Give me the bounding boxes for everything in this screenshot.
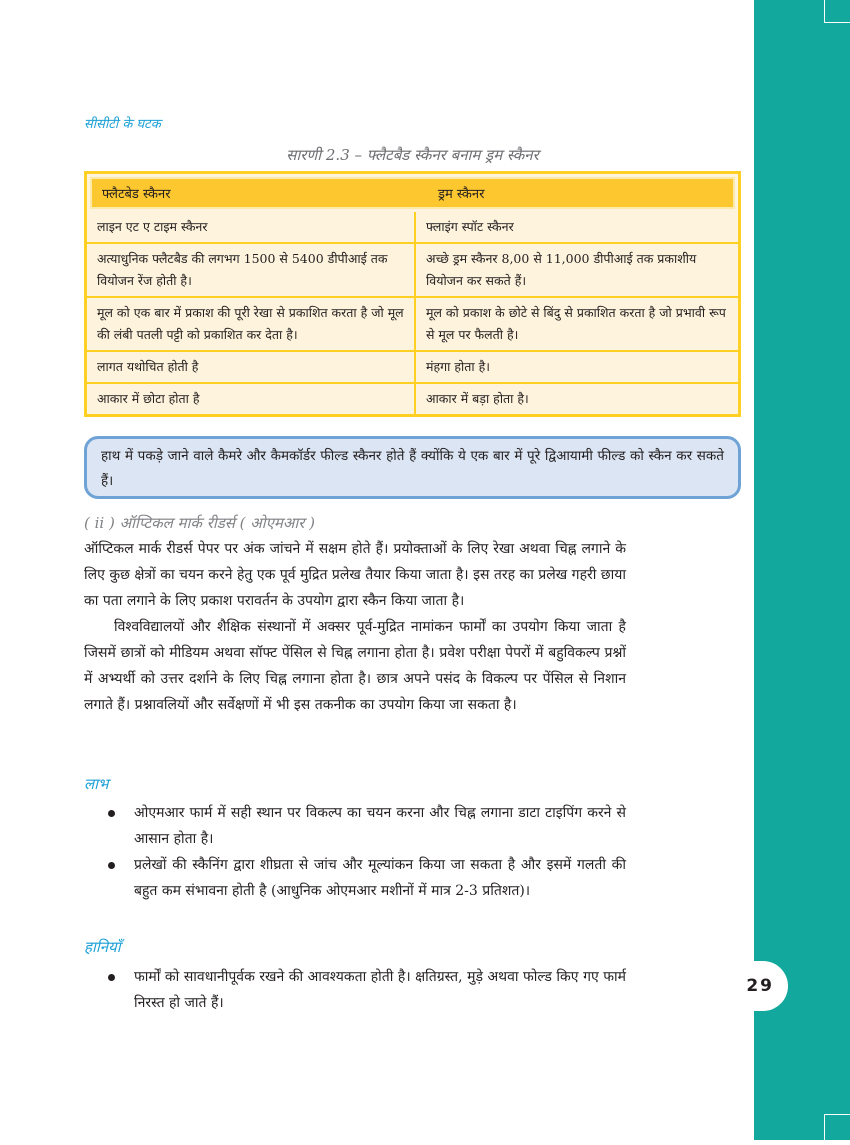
table-cell: अच्छे ड्रम स्कैनर 8,00 से 11,000 डीपीआई तक प्रकाशीय वियोजन कर सकते हैं। [426, 251, 697, 288]
running-head: सीसीटी के घटक [84, 117, 161, 132]
list-item-text: प्रलेखों की स्कैनिंग द्वारा शीघ्रता से जांच और मूल्यांकन किया जा सकता है और इसमें गलती की बहुत कम संभावना होती है (आधुनिक ओएमआर मशीनों में मात्र 2-3 प्रतिशत)। [134, 857, 626, 899]
table-cell: फ्लाइंग स्पॉट स्कैनर [426, 219, 514, 234]
bullet-icon [108, 974, 115, 981]
disadvantages-label: हानियाँ [84, 938, 121, 956]
crop-mark-bottom [824, 1114, 850, 1145]
table-cell: आकार में छोटा होता है [87, 384, 416, 414]
table-header-flatbed: फ्लैटबेड स्कैनर [102, 187, 171, 202]
table-header-row [90, 177, 735, 209]
table-cell: मूल को प्रकाश के छोटे से बिंदु से प्रकाशित करता है जो प्रभावी रूप से मूल पर फैलती है। [426, 305, 726, 342]
comparison-table [84, 171, 741, 417]
table-header-drum: ड्रम स्कैनर [438, 187, 485, 202]
list-item-text: ओएमआर फार्म में सही स्थान पर विकल्प का चयन करना और चिह्न लगाना डाटा टाइपिंग करने से आसान होता है। [134, 805, 626, 847]
table-cell: लाइन एट ए टाइम स्कैनर [87, 212, 416, 242]
table-cell: आकार में बड़ा होता है। [426, 391, 529, 406]
note-box: हाथ में पकड़े जाने वाले कैमरे और कैमकॉर्डर फील्ड स्कैनर होते हैं क्योंकि ये एक बार में पूरे द्विआयामी फील्ड को स्कैन कर सकते हैं। [84, 436, 741, 499]
table-cell: मंहगा होता है। [426, 359, 490, 374]
table-cell: मूल को एक बार में प्रकाश की पूरी रेखा से प्रकाशित करता है जो मूल की लंबी पतली पट्टी को प्रकाशित कर देता है। [87, 298, 416, 350]
table-row [87, 242, 738, 296]
table-row [87, 350, 738, 382]
section-heading-omr: ( ii ) ऑप्टिकल मार्क रीडर्स ( ओएमआर ) [84, 514, 315, 532]
body-text [84, 536, 626, 718]
page-number: 29 [716, 961, 788, 1011]
advantages-label: लाभ [84, 775, 109, 793]
disadvantages-list [104, 964, 626, 1016]
crop-mark-top [824, 0, 850, 23]
table-row [87, 296, 738, 350]
table-cell: लागत यथोचित होती है [87, 352, 416, 382]
paragraph: विश्वविद्यालयों और शैक्षिक संस्थानों में अक्सर पूर्व-मुद्रित नामांकन फार्मों का उपयोग किया जाता है जिसमें छात्रों को मीडियम अथवा सॉफ्ट पेंसिल से चिह्न लगाना होता है। प्रवेश परीक्षा पेपरों में बहुविकल्प प्रश्नों में अभ्यर्थी को उत्तर दर्शाने के लिए चिह्न लगाना होता है। छात्र अपने पसंद के विकल्प पर पेंसिल से निशान लगाते हैं। प्रश्नावलियों और सर्वेक्षणों में भी इस तकनीक का उपयोग किया जा सकता है। [84, 619, 626, 713]
list-item [104, 964, 626, 1016]
table-row [87, 212, 738, 242]
table-cell: अत्याधुनिक फ्लैटबैड की लगभग 1500 से 5400 डीपीआई तक वियोजन रेंज होती है। [87, 244, 416, 296]
bullet-icon [108, 862, 115, 869]
table-caption: सारणी 2.3 – फ्लैटबैड स्कैनर बनाम ड्रम स्कैनर [286, 146, 539, 164]
list-item-text: फार्मों को सावधानीपूर्वक रखने की आवश्यकता होती है। क्षतिग्रस्त, मुड़े अथवा फोल्ड किए गए फार्म निरस्त हो जाते हैं। [134, 969, 626, 1011]
list-item [104, 800, 626, 852]
paragraph: ऑप्टिकल मार्क रीडर्स पेपर पर अंक जांचने में सक्षम होते हैं। प्रयोक्ताओं के लिए रेखा अथवा चिह्न लगाने के लिए कुछ क्षेत्रों का चयन करने हेतु एक पूर्व मुद्रित प्रलेख तैयार किया जाता है। इस तरह का प्रलेख गहरी छाया का पता लगाने के लिए प्रकाश परावर्तन के उपयोग द्वारा स्कैन किया जाता है। [84, 541, 626, 609]
table-row [87, 382, 738, 414]
bullet-icon [108, 810, 115, 817]
list-item [104, 852, 626, 904]
advantages-list [104, 800, 626, 904]
